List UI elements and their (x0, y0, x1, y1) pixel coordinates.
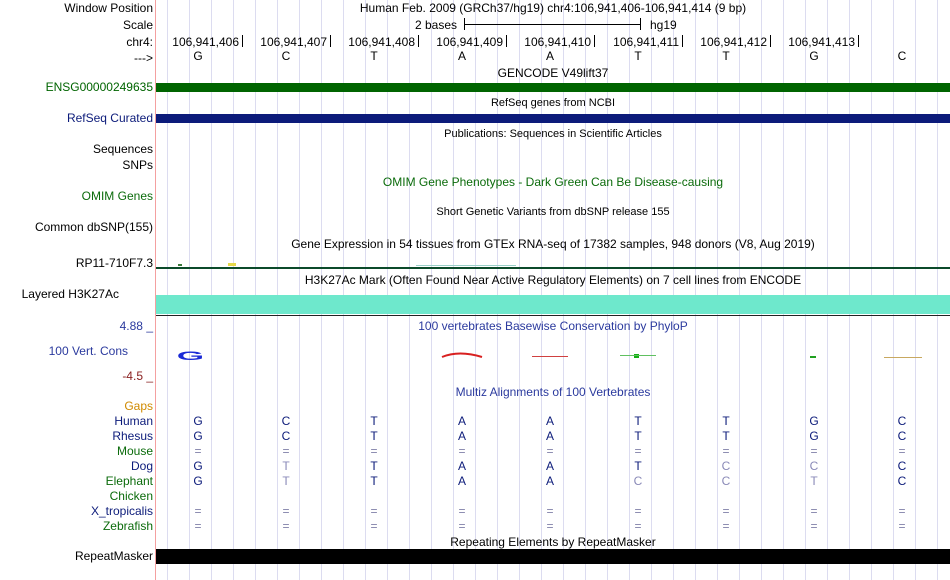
alignment-base: T (634, 459, 642, 473)
alignment-base: = (546, 444, 554, 458)
alignment-base: = (194, 519, 202, 533)
scale-bar (464, 18, 641, 30)
alignment-base: G (809, 414, 819, 428)
reference-base: A (457, 49, 466, 63)
repeatmasker-track-label[interactable]: RepeatMasker (74, 549, 153, 563)
gtex-track-title: Gene Expression in 54 tissues from GTEx RNA-seq of 17382 samples, 948 donors (V8, Aug 2019) (291, 237, 815, 251)
sequences-track-label[interactable]: Sequences (92, 142, 153, 156)
phylop-logo-g: G (176, 348, 205, 363)
alignment-base: = (370, 504, 378, 518)
coord-tick (770, 35, 771, 47)
alignment-base: T (634, 429, 642, 443)
omim-track-label[interactable]: OMIM Genes (81, 189, 153, 203)
strand-arrow-label: ---> (134, 51, 153, 65)
coord-label: 106,941,412 (700, 35, 767, 49)
alignment-base: G (193, 459, 203, 473)
alignment-base: = (634, 444, 642, 458)
refseq-track-title: RefSeq genes from NCBI (490, 97, 616, 109)
alignment-base: T (370, 474, 378, 488)
window-position-value: Human Feb. 2009 (GRCh37/hg19) chr4:106,941,406-106,941,414 (9 bp) (359, 1, 747, 15)
window-position-label: Window Position (64, 1, 153, 15)
alignment-base: = (810, 519, 818, 533)
refseq-gene-bar[interactable] (156, 114, 950, 123)
reference-base: A (545, 49, 554, 63)
coord-label: 106,941,408 (348, 35, 415, 49)
alignment-base: T (810, 474, 818, 488)
alignment-base: G (193, 414, 203, 428)
species-label[interactable]: Dog (130, 459, 153, 473)
scale-text: 2 bases (415, 18, 458, 32)
gtex-tissue-mark (416, 265, 516, 266)
coord-tick (330, 35, 331, 47)
species-label[interactable]: Elephant (105, 474, 153, 488)
reference-base: G (193, 49, 203, 63)
alignment-base: A (545, 459, 554, 473)
gtex-baseline (156, 267, 950, 269)
alignment-base: = (458, 504, 466, 518)
alignment-base: C (897, 459, 907, 473)
reference-base: T (634, 49, 642, 63)
reference-base: G (809, 49, 819, 63)
alignment-base: T (370, 459, 378, 473)
omim-track-title: OMIM Gene Phenotypes - Dark Green Can Be Disease-causing (382, 175, 724, 189)
alignment-base: G (809, 429, 819, 443)
alignment-base: = (370, 444, 378, 458)
alignment-base: = (898, 519, 906, 533)
alignment-base: = (898, 504, 906, 518)
coord-label: 106,941,410 (524, 35, 591, 49)
scale-label: Scale (122, 18, 153, 32)
alignment-base: C (721, 474, 731, 488)
alignment-base: A (457, 414, 466, 428)
coord-tick (858, 35, 859, 47)
alignment-base: = (634, 504, 642, 518)
publications-track-title: Publications: Sequences in Scientific Articles (444, 128, 662, 140)
alignment-base: T (370, 414, 378, 428)
gencode-gene-label[interactable]: ENSG00000249635 (45, 80, 153, 94)
phylop-bar (810, 356, 816, 358)
alignment-base: T (370, 429, 378, 443)
track-label-column (0, 0, 155, 580)
phylop-signal[interactable] (156, 340, 950, 370)
alignment-base: A (457, 474, 466, 488)
h3k27ac-track-title: H3K27Ac Mark (Often Found Near Active Regulatory Elements) on 7 cell lines from ENCODE (304, 273, 802, 287)
alignment-base: = (194, 504, 202, 518)
species-label[interactable]: Rhesus (112, 429, 153, 443)
scale-assembly: hg19 (650, 18, 677, 32)
h3k27ac-divider (156, 315, 950, 316)
alignment-base: C (897, 474, 907, 488)
gtex-tissue-mark (178, 264, 182, 266)
species-label[interactable]: X_tropicalis (90, 504, 153, 518)
alignment-base: C (633, 474, 643, 488)
gtex-gene-label[interactable]: RP11-710F7.3 (75, 256, 153, 270)
repeatmasker-bar[interactable] (156, 549, 950, 564)
alignment-base: = (546, 504, 554, 518)
alignment-base: T (282, 474, 290, 488)
gencode-gene-bar[interactable] (156, 83, 950, 92)
alignment-base: T (634, 414, 642, 428)
alignment-base: = (370, 519, 378, 533)
alignment-base: T (722, 429, 730, 443)
coord-label: 106,941,407 (260, 35, 327, 49)
species-label[interactable]: Mouse (116, 444, 153, 458)
coord-label: 106,941,411 (613, 35, 679, 49)
h3k27ac-signal[interactable] (156, 295, 950, 314)
alignment-base: A (545, 414, 554, 428)
alignment-base: = (898, 444, 906, 458)
h3k27ac-track-label[interactable]: Layered H3K27Ac (21, 287, 119, 301)
reference-base: C (281, 49, 291, 63)
coord-tick (242, 35, 243, 47)
phylop-track-title: 100 vertebrates Basewise Conservation by PhyloP (418, 319, 688, 333)
multiz-track-title: Multiz Alignments of 100 Vertebrates (455, 385, 651, 399)
dbsnp-track-title: Short Genetic Variants from dbSNP release 155 (436, 206, 670, 218)
alignment-base: T (282, 459, 290, 473)
species-label[interactable]: Human (114, 414, 153, 428)
alignment-base: = (282, 444, 290, 458)
phylop-min-label: -4.5 _ (122, 369, 153, 383)
reference-base: T (722, 49, 730, 63)
alignment-base: = (282, 504, 290, 518)
repeatmasker-track-title: Repeating Elements by RepeatMasker (450, 535, 656, 549)
alignment-base: C (721, 459, 731, 473)
alignment-base: = (282, 519, 290, 533)
gaps-label: Gaps (124, 399, 153, 413)
chrom-label: chr4: (126, 35, 153, 49)
alignment-base: C (281, 414, 291, 428)
dbsnp-track-label[interactable]: Common dbSNP(155) (34, 220, 153, 234)
phylop-bar (884, 357, 922, 358)
phylop-bar (532, 356, 568, 357)
gencode-track-title: GENCODE V49lift37 (497, 66, 609, 80)
alignment-base: = (546, 519, 554, 533)
alignment-base: A (545, 474, 554, 488)
alignment-base: C (281, 429, 291, 443)
coord-tick (418, 35, 419, 47)
alignment-base: = (722, 444, 730, 458)
phylop-track-label[interactable]: 100 Vert. Cons (48, 344, 128, 358)
refseq-track-label[interactable]: RefSeq Curated (66, 111, 153, 125)
alignment-base: = (722, 504, 730, 518)
alignment-base: A (545, 429, 554, 443)
alignment-base: = (194, 444, 202, 458)
species-label[interactable]: Chicken (109, 489, 153, 503)
reference-base: C (897, 49, 907, 63)
alignment-base: = (458, 444, 466, 458)
phylop-peak (442, 354, 482, 358)
gtex-tissue-mark (228, 263, 236, 266)
phylop-bar (620, 355, 656, 356)
coord-label: 106,941,406 (172, 35, 239, 49)
alignment-base: A (457, 459, 466, 473)
alignment-base: = (634, 519, 642, 533)
track-image[interactable] (156, 0, 950, 580)
coord-tick (594, 35, 595, 47)
alignment-base: G (193, 429, 203, 443)
alignment-base: = (722, 519, 730, 533)
alignment-base: G (193, 474, 203, 488)
alignment-base: = (810, 444, 818, 458)
coord-label: 106,941,413 (788, 35, 855, 49)
alignment-base: T (722, 414, 730, 428)
coord-label: 106,941,409 (436, 35, 503, 49)
species-label[interactable]: Zebrafish (102, 519, 153, 533)
coord-tick (506, 35, 507, 47)
snps-track-label[interactable]: SNPs (122, 158, 153, 172)
alignment-base: A (457, 429, 466, 443)
reference-base: T (370, 49, 378, 63)
alignment-base: C (897, 414, 907, 428)
alignment-base: C (897, 429, 907, 443)
phylop-max-label: 4.88 _ (119, 319, 153, 333)
alignment-base: = (810, 504, 818, 518)
alignment-base: = (458, 519, 466, 533)
coord-tick (682, 35, 683, 47)
alignment-base: C (809, 459, 819, 473)
